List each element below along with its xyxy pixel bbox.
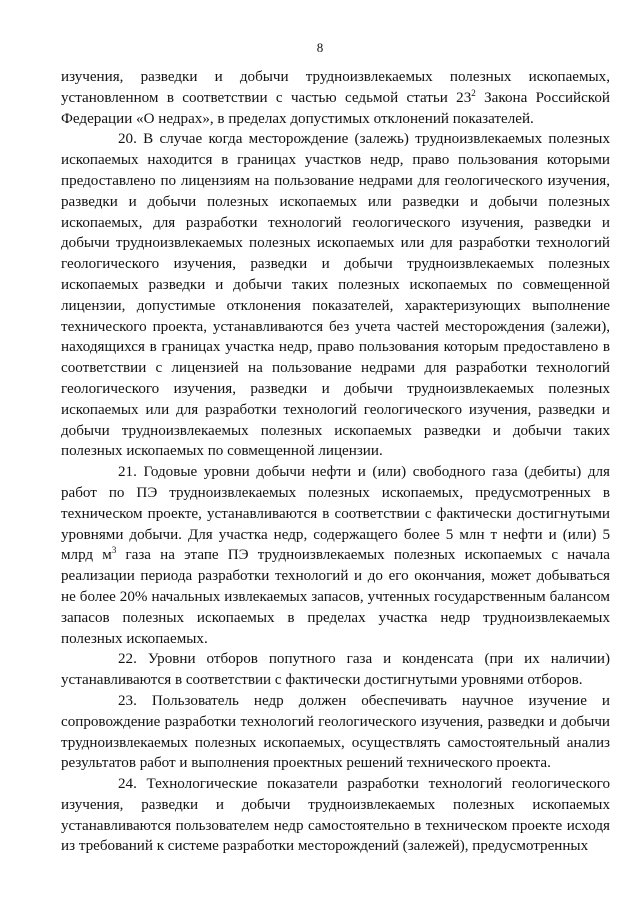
page-number: 8 [316,40,324,55]
superscript: 3 [111,545,117,556]
paragraph-continuation [61,67,610,129]
paragraph-22 [61,649,610,691]
paragraph-23 [61,691,610,774]
paragraph-21 [61,462,610,649]
paragraph-20 [61,129,610,462]
paragraph-24 [61,774,610,857]
text-run: 21. Годовые уровни добычи нефти и (или) свободного газа (дебиты) для работ по ПЭ трудноизвлекаемых полезных ископаемых, предусмотренных в техническом проекте, устанавливаются в соответствии с фактически достигнутыми уровнями добычи. Для участка недр, содержащего более 5 млн т нефти и (или) 5 млрд м [61,464,610,564]
text-run: 20. В случае когда месторождение (залежь) трудноизвлекаемых полезных ископаемых находится в границах участков недр, право пользования которыми предоставлено по лицензиям на пользование недрами для геологического изучения, разведки и добычи полезных ископаемых или разведки и добычи полезных ископаемых, для разработки технологий геологического изучения, разведки и добычи трудноизвлекаемых полезных ископаемых или для разработки технологий геологического изучения, разведки и добычи трудноизвлекаемых полезных ископаемых разведки и добычи таких полезных ископаемых по совмещенной лицензии, допустимые отклонения показателей, характеризующих выполнение технического проекта, устанавливаются без учета частей месторождения (залежи), находящихся в границах участка недр, право пользования которым предоставлено в соответствии с лицензией на пользование недрами для разработки технологий геологического изучения, разведки и добычи трудноизвлекаемых полезных ископаемых или для разработки технологий геологического изучения, разведки и добычи трудноизвлекаемых полезных ископаемых разведки и добычи таких полезных ископаемых по совмещенной лицензии. [61,131,610,460]
text-run: 22. Уровни отборов попутного газа и конденсата (при их наличии) устанавливаются в соответствии с фактически достигнутыми уровнями отборов. [61,651,610,689]
text-run: 24. Технологические показатели разработки технологий геологического изучения, разведки и добычи трудноизвлекаемых полезных ископаемых устанавливаются пользователем недр самостоятельно в техническом проекте исходя из требований к системе разработки месторождений (залежей), предусмотренных [61,776,610,855]
superscript: 2 [471,87,476,98]
text-run: изучения, разведки и добычи трудноизвлекаемых полезных ископаемых, установленном в соответствии с частью седьмой статьи 23 [61,69,610,106]
text-run: Закона Российской Федерации «О недрах», в пределах допустимых отклонений показателей. [61,89,610,127]
document-body [61,67,610,857]
text-run: газа на этапе ПЭ трудноизвлекаемых полезных ископаемых с начала реализации периода разработки технологий и до его окончания, может добываться не более 20% начальных извлекаемых запасов, учтенных государственным балансом запасов полезных ископаемых в пределах участка недр трудноизвлекаемых полезных ископаемых. [61,547,610,647]
text-run: 23. Пользователь недр должен обеспечивать научное изучение и сопровождение разработки технологий геологического изучения, разведки и добычи трудноизвлекаемых полезных ископаемых, осуществлять самостоятельный анализ результатов работ и выполнения проектных решений технического проекта. [61,692,610,772]
